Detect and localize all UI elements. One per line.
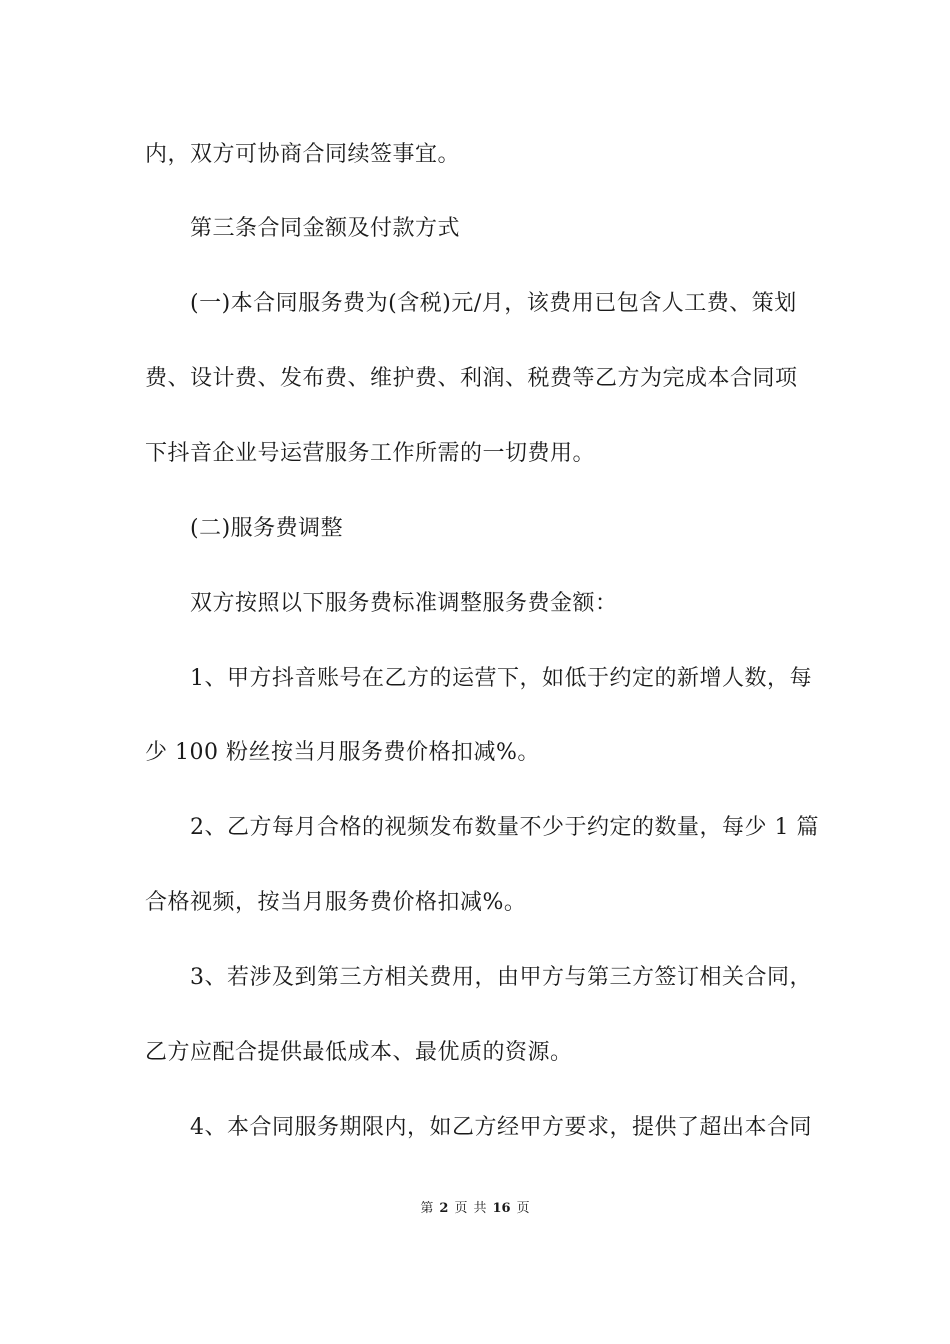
footer-total-pages: 16 [492, 1201, 511, 1216]
footer-page-word: 页 [454, 1201, 468, 1216]
section-heading-article-3: 第三条合同金额及付款方式 [190, 216, 461, 241]
text-line-7: 双方按照以下服务费标准调整服务费金额： [190, 591, 618, 616]
text-line-4: 费、设计费、发布费、维护费、利润、税费等乙方为完成本合同项 [145, 366, 798, 391]
text-line-11: 合格视频，按当月服务费价格扣减%。 [145, 890, 527, 915]
page-footer [0, 1200, 950, 1218]
text-line-13: 乙方应配合提供最低成本、最优质的资源。 [145, 1040, 573, 1065]
footer-suffix: 页 [516, 1201, 530, 1216]
footer-current-page: 2 [439, 1201, 449, 1216]
text-line-14: 4、本合同服务期限内，如乙方经甲方要求，提供了超出本合同 [190, 1115, 812, 1140]
text-line-5: 下抖音企业号运营服务工作所需的一切费用。 [145, 441, 596, 466]
text-line-3: (一)本合同服务费为(含税)元/月，该费用已包含人工费、策划 [190, 291, 797, 316]
text-line-10: 2、乙方每月合格的视频发布数量不少于约定的数量，每少 1 篇 [190, 815, 819, 840]
text-line-9: 少 100 粉丝按当月服务费价格扣减%。 [145, 740, 540, 765]
text-line-8: 1、甲方抖音账号在乙方的运营下，如低于约定的新增人数，每 [190, 666, 812, 691]
subsection-heading-2: (二)服务费调整 [190, 516, 344, 541]
footer-prefix: 第 [420, 1201, 434, 1216]
footer-total-word: 共 [473, 1201, 487, 1216]
text-line-12: 3、若涉及到第三方相关费用，由甲方与第三方签订相关合同， [190, 965, 812, 990]
text-line-1: 内，双方可协商合同续签事宜。 [145, 142, 461, 167]
